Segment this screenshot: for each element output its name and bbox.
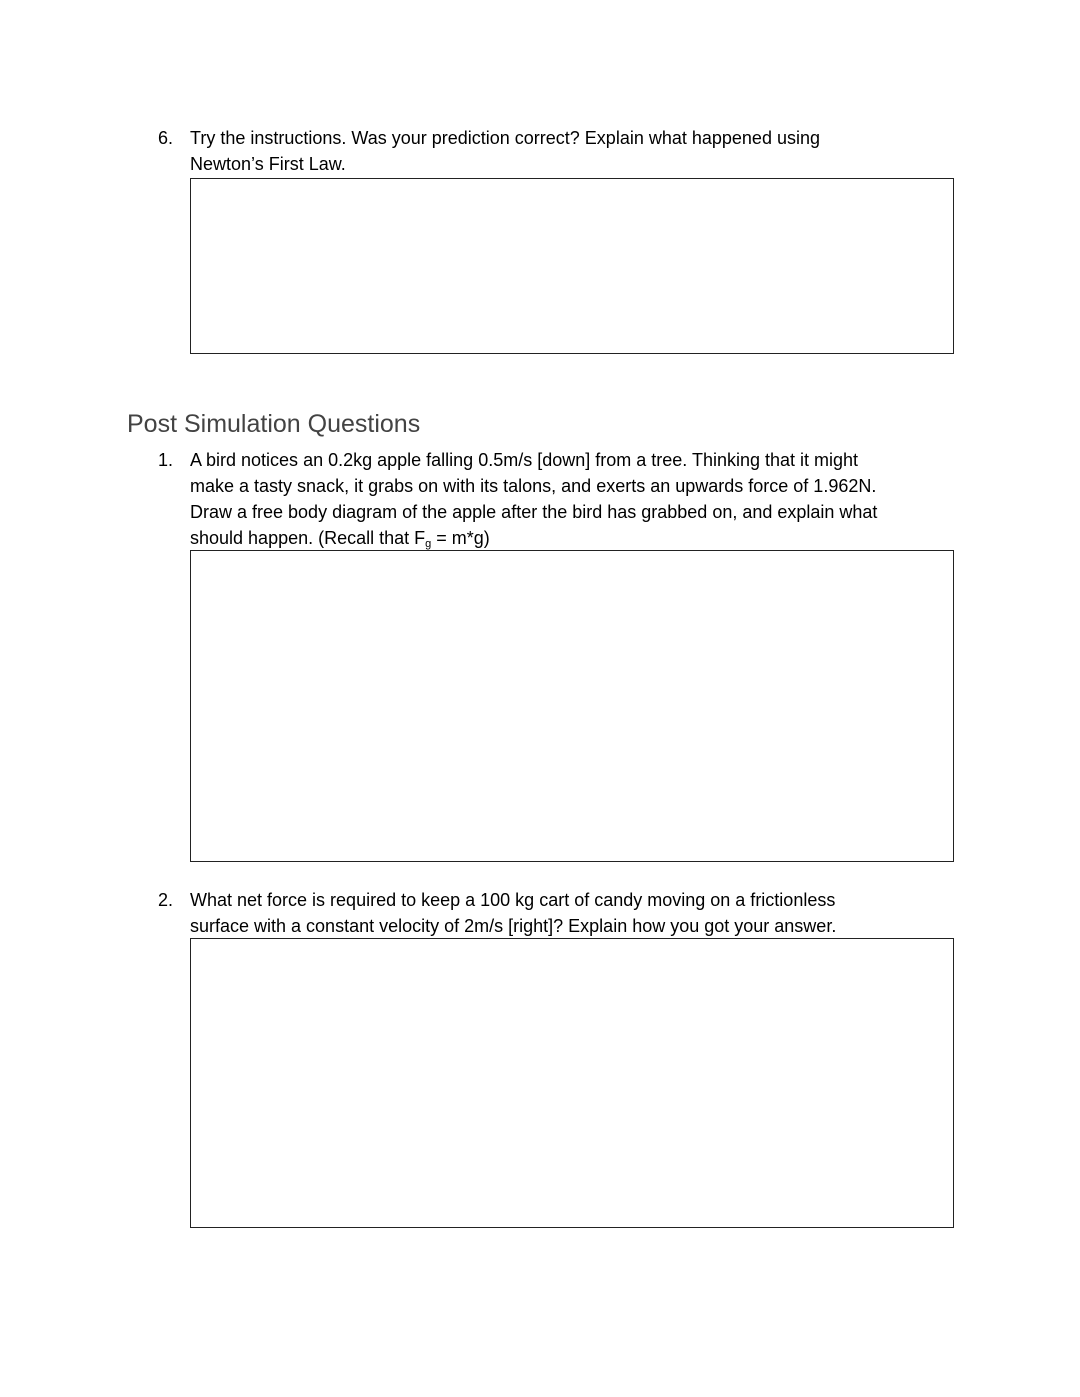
- formula-prefix: should happen. (Recall that F: [190, 528, 426, 548]
- question-number: 1.: [158, 450, 174, 470]
- question-text: [190, 447, 970, 551]
- question-line: A bird notices an 0.2kg apple falling 0.5m/s [down] from a tree. Thinking that it might: [190, 450, 859, 470]
- question-number: 6.: [158, 128, 174, 148]
- question-line: What net force is required to keep a 100 kg cart of candy moving on a frictionless: [190, 890, 836, 910]
- question-text: [190, 887, 970, 939]
- question-text: [190, 125, 970, 177]
- formula-subscript: g: [425, 538, 432, 550]
- answer-box-question-2[interactable]: [190, 938, 954, 1228]
- formula-suffix: = m*g): [431, 528, 490, 548]
- question-line: make a tasty snack, it grabs on with its talons, and exerts an upwards force of 1.962N.: [190, 476, 877, 496]
- section-heading: Post Simulation Questions: [127, 410, 421, 438]
- answer-box-question-1[interactable]: [190, 550, 954, 862]
- question-line-formula: [190, 525, 970, 551]
- question-line: Newton’s First Law.: [190, 154, 346, 174]
- question-line: Try the instructions. Was your prediction correct? Explain what happened using: [190, 128, 820, 148]
- question-line: Draw a free body diagram of the apple after the bird has grabbed on, and explain what: [190, 502, 878, 522]
- question-number: 2.: [158, 890, 174, 910]
- answer-box-question-6[interactable]: [190, 178, 954, 354]
- question-line: surface with a constant velocity of 2m/s [right]? Explain how you got your answer.: [190, 916, 837, 936]
